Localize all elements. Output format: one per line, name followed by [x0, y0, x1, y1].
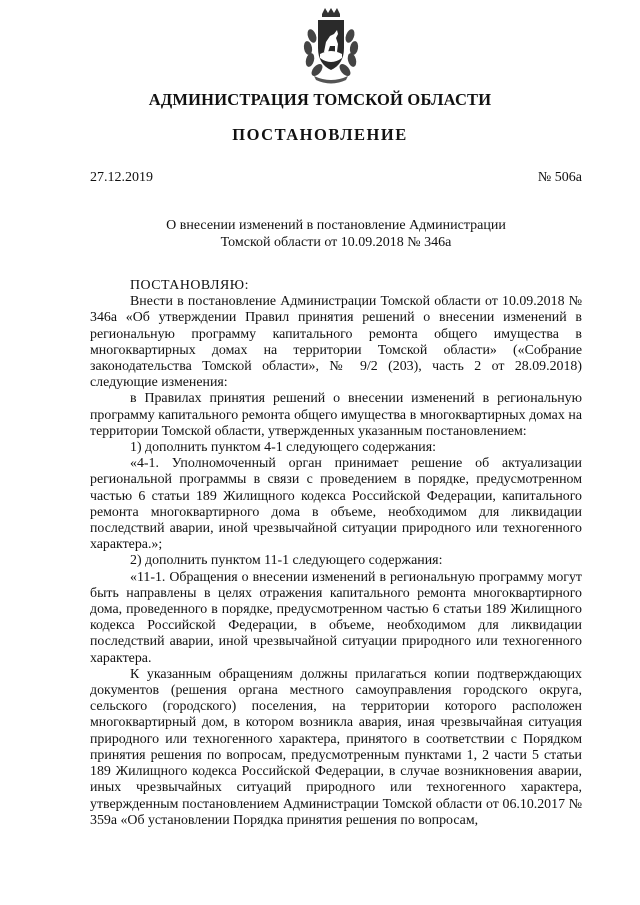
body-paragraph: К указанным обращениям должны прилагаться копии подтверждающих документов (решения органа местного самоуправления городского округа, сельского (городского) поселения, на территории которого расположен многоквартирный дом, в котором возникла авария, иная чрезвычайная ситуация природного или техногенного характера, принятого в соответствии с Порядком принятия решения по вопросам, предусмотренным пунктами 1, 2 части 5 статьи 189 Жилищного кодекса Российской Федерации, в случае возникновения аварии, иных чрезвычайных ситуаций природного или техногенного характера, утвержденным постановлением Администрации Томской области от 06.10.2017 № 359а «Об установлении Порядка принятия решения по вопросам,	[90, 666, 582, 828]
body-paragraph: 2) дополнить пунктом 11-1 следующего содержания:	[130, 553, 443, 569]
coat-of-arms-icon	[300, 8, 362, 84]
body-paragraph: «11-1. Обращения о внесении изменений в региональную программу могут быть направлены в целях отражения капитального ремонта многоквартирного дома, проведенного в порядке, предусмотренном частью 6 статьи 189 Жилищного кодекса Российской Федерации, в объеме, необходимом для ликвидации последствий аварии, иной чрезвычайной ситуации природного или техногенного характера.	[90, 569, 582, 666]
title-line: О внесении изменений в постановление Администрации	[166, 218, 506, 233]
decree-word: ПОСТАНОВЛЯЮ:	[130, 278, 249, 293]
title-line: Томской области от 10.09.2018 № 346а	[220, 235, 452, 250]
document-date: 27.12.2019	[90, 170, 153, 185]
document-number: № 506а	[537, 170, 582, 185]
document-title	[90, 217, 582, 251]
body-paragraph: в Правилах принятия решений о внесении изменений в региональную программу капитального ремонта общего имущества в многоквартирных домах на территории Томской области, утвержденных указанным постановлением:	[90, 391, 582, 439]
body-paragraph: 1) дополнить пунктом 4-1 следующего содержания:	[130, 440, 436, 456]
document-type: ПОСТАНОВЛЕНИЕ	[232, 125, 408, 144]
body-paragraph: Внести в постановление Администрации Томской области от 10.09.2018 № 346а «Об утверждении Правил принятия решений о внесении изменений в региональную программу капитального ремонта общего имущества в многоквартирных домах на территории Томской области» («Собрание законодательства Томской области», № 9/2 (203), часть 2 от 28.09.2018) следующие изменения:	[90, 294, 582, 391]
body-paragraph: «4-1. Уполномоченный орган принимает решение об актуализации региональной программы в связи с проведением в порядке, предусмотренном частью 6 статьи 189 Жилищного кодекса Российской Федерации, капитального ремонта многоквартирного дома в объеме, необходимом для ликвидации последствий аварии, иной чрезвычайной ситуации природного или техногенного характера.»;	[90, 456, 582, 553]
organization-name: АДМИНИСТРАЦИЯ ТОМСКОЙ ОБЛАСТИ	[148, 90, 492, 109]
document-body	[90, 278, 582, 829]
